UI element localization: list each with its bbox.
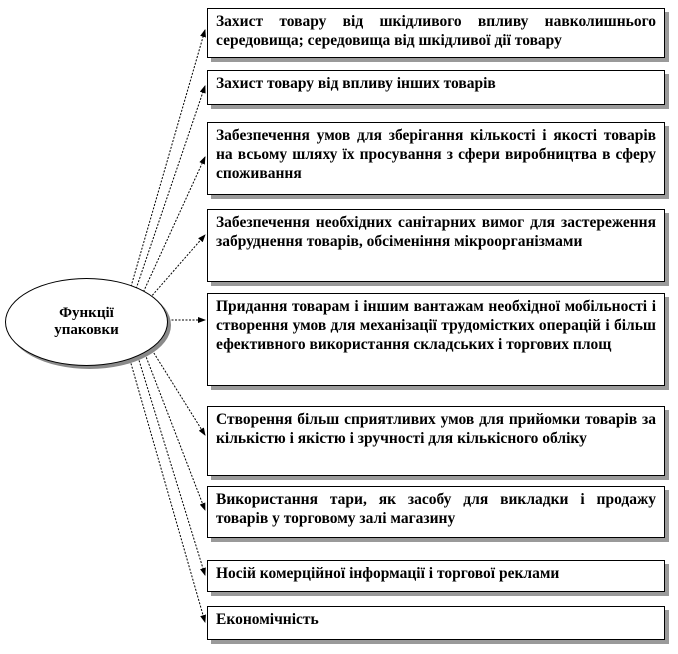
function-text-2: Захист товару від впливу інших товарів [216,75,496,92]
arrow-1 [130,30,205,290]
function-box-8 [207,560,665,592]
function-box-6 [207,406,665,476]
function-box-5 [207,293,665,386]
function-box-9 [207,606,665,640]
center-label-line1: Функції [59,305,114,321]
function-box-1 [207,8,665,58]
function-text-9: Економічність [216,611,319,628]
function-text-5: Придання товарам і іншим вантажам необхідної мобільності і створення умов для механізації трудомістких операцій і більш ефективного використання складських і торгових площ [216,298,656,353]
function-text-1: Захист товару від шкідливого впливу навколишнього середовища; середовища від шкідливої дії товару [216,13,656,49]
center-label-line2: упаковки [54,322,119,338]
function-box-3 [207,122,665,195]
function-box-4 [207,209,665,282]
arrow-6 [152,350,205,435]
arrow-7 [145,354,205,510]
function-text-8: Носій комерційної інформації і торгової реклами [216,565,560,582]
function-text-6: Створення більш сприятливих умов для прийомки товарів за кількістю і якістю і зручності для кількісного обліку [216,411,656,447]
function-box-2 [207,70,665,105]
arrow-9 [130,360,205,622]
arrow-4 [150,235,205,298]
packaging-functions-node [5,278,168,366]
function-text-4: Забезпечення необхідних санітарних вимог для застереження забруднення товарів, обсіменіння мікроорганізмами [216,214,656,250]
function-text-3: Забезпечення умов для зберігання кількості і якості товарів на всьому шляху їх просування з сфери виробництва в сферу споживання [216,127,656,182]
arrow-8 [138,357,205,575]
function-text-7: Використання тари, як засобу для викладки і продажу товарів у торговому залі магазину [216,491,656,527]
function-box-7 [207,486,665,538]
arrow-2 [135,86,205,292]
